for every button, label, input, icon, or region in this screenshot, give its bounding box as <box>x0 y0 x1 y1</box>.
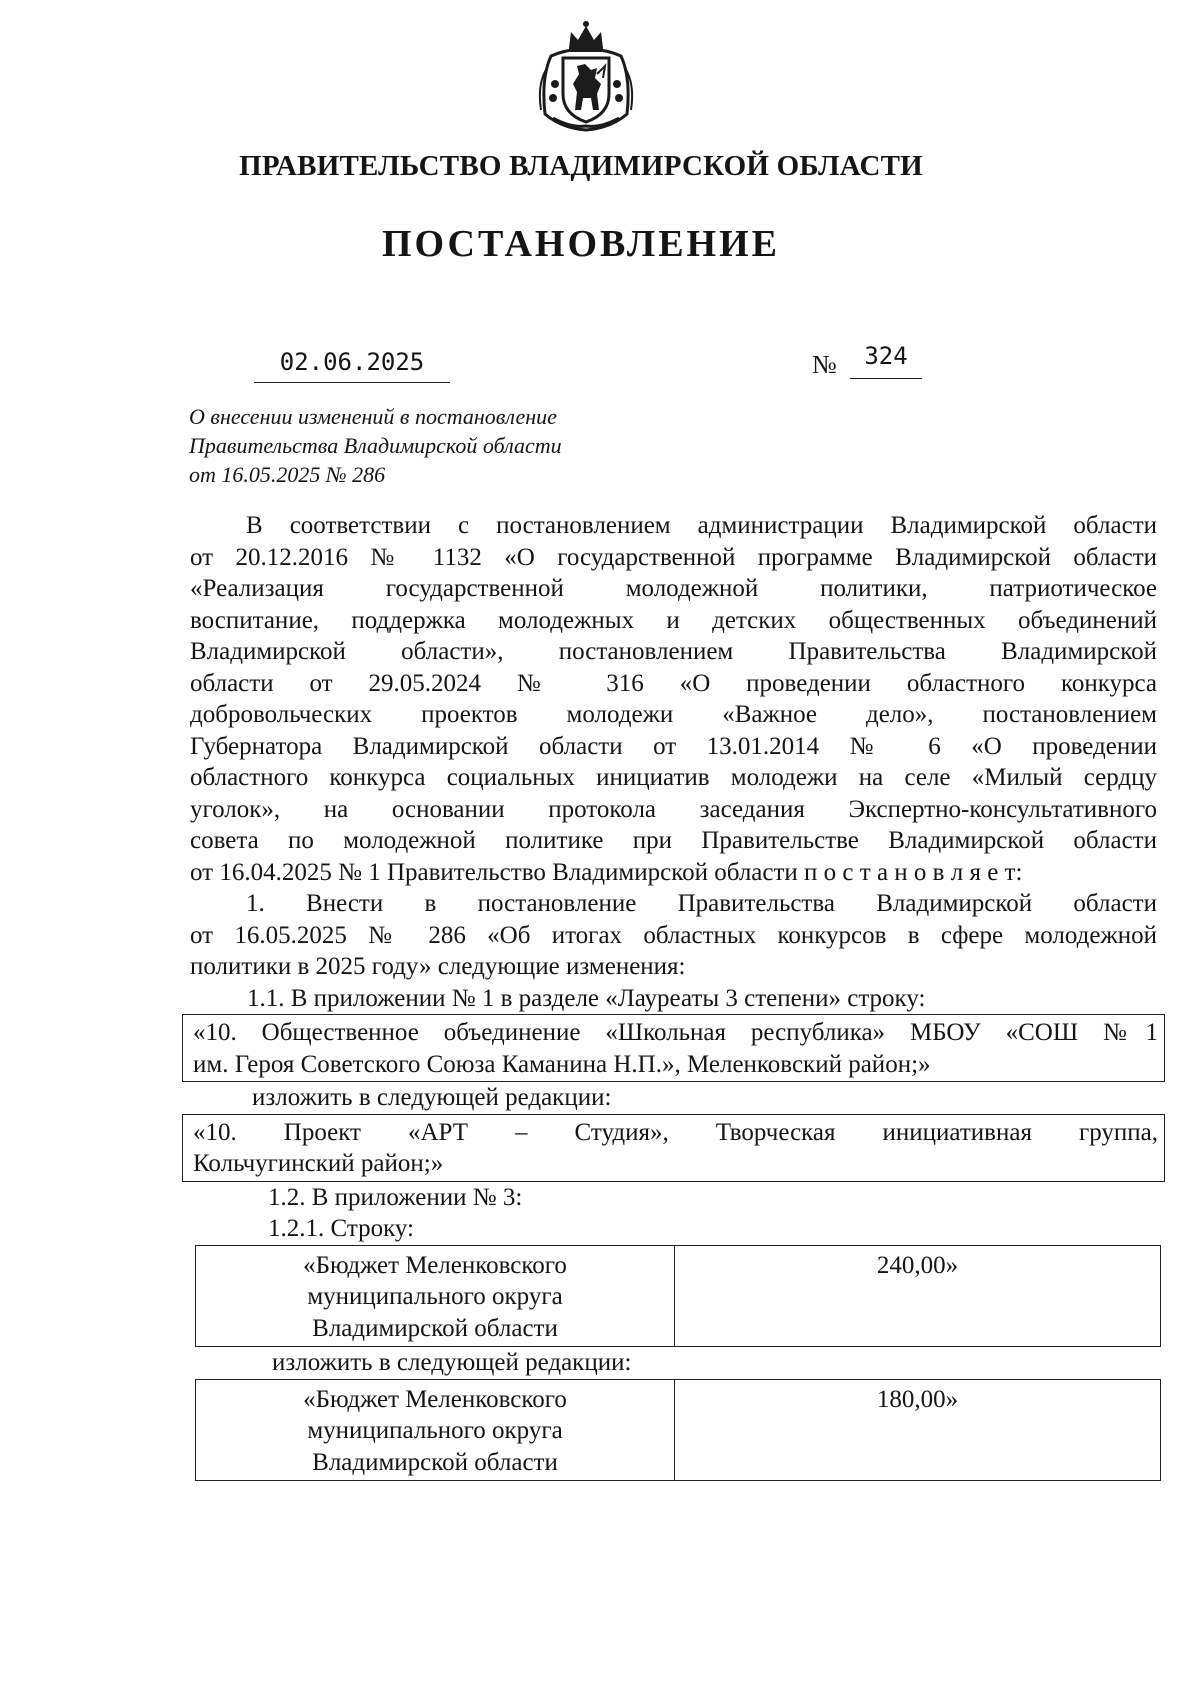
preamble-line: совета по молодежной политике при Правительстве Владимирской области <box>190 827 1157 854</box>
budget-name-cell <box>196 1379 675 1481</box>
old-budget-table <box>195 1245 1161 1348</box>
new-laureate-line: Кольчугинский район;» <box>193 1150 444 1177</box>
preamble-line: уголок», на основании протокола заседания Экспертно-консультативного <box>190 795 1157 823</box>
budget-name-line: муниципального округа <box>307 1283 563 1310</box>
decree-subject <box>189 402 562 489</box>
preamble-line: воспитание, поддержка молодежных и детских общественных объединений <box>190 606 1157 634</box>
preamble-line: добровольческих проектов молодежи «Важное дело», постановлением <box>190 701 1157 728</box>
edit-label: изложить в следующей редакции: <box>252 1084 612 1111</box>
preamble-line: «Реализация государственной молодежной политики, патриотическое <box>190 575 1157 602</box>
item-1-2-intro: 1.2. В приложении № 3: <box>268 1183 523 1211</box>
item-1-line: политики в 2025 году» следующие изменения: <box>190 953 686 980</box>
decree-date: 02.06.2025 <box>254 348 450 383</box>
item-1-2-1-intro: 1.2.1. Строку: <box>268 1215 414 1242</box>
old-laureate-box <box>182 1014 1165 1082</box>
coat-of-arms-icon <box>531 18 641 134</box>
budget-name-line: муниципального округа <box>307 1417 563 1444</box>
preamble-line: области от 29.05.2024 № 316 «О проведении областного конкурса <box>190 669 1157 697</box>
preamble <box>190 510 1157 888</box>
edit-label: изложить в следующей редакции: <box>272 1349 632 1376</box>
item-1 <box>190 888 1157 983</box>
budget-name-line: «Бюджет Меленковского <box>303 1251 567 1279</box>
new-budget-table <box>195 1379 1161 1482</box>
preamble-line: Губернатора Владимирской области от 13.01.2014 № 6 «О проведении <box>190 732 1157 760</box>
preamble-line: от 20.12.2016 № 1132 «О государственной программе Владимирской области <box>190 543 1157 571</box>
government-name: ПРАВИТЕЛЬСТВО ВЛАДИМИРСКОЙ ОБЛАСТИ <box>239 150 923 182</box>
document-type: ПОСТАНОВЛЕНИЕ <box>381 223 781 265</box>
item-1-1-intro: 1.1. В приложении № 1 в разделе «Лауреаты 3 степени» строку: <box>247 984 926 1012</box>
budget-name-line: Владимирской области <box>312 1314 558 1342</box>
new-laureate-line: «10. Проект «АРТ – Студия», Творческая инициативная группа, <box>193 1118 1158 1146</box>
number-sign: № <box>812 350 837 379</box>
subject-line: от 16.05.2025 № 286 <box>189 462 386 487</box>
subject-line: О внесении изменений в постановление <box>189 404 557 429</box>
old-laureate-line: им. Героя Советского Союза Каманина Н.П.», Меленковский район;» <box>193 1050 931 1078</box>
budget-name-cell <box>196 1245 675 1347</box>
table-row <box>196 1379 1161 1481</box>
budget-value-cell: 240,00» <box>675 1245 1161 1347</box>
decree-body <box>190 510 1157 1481</box>
item-1-line: 1. Внести в постановление Правительства Владимирской области <box>246 890 1157 917</box>
preamble-line: В соответствии с постановлением администрации Владимирской области <box>246 512 1157 539</box>
preamble-line: областного конкурса социальных инициатив молодежи на селе «Милый сердцу <box>190 764 1157 791</box>
budget-name-line: Владимирской области <box>312 1448 558 1476</box>
table-row <box>196 1245 1161 1347</box>
subject-line: Правительства Владимирской области <box>189 433 562 458</box>
new-laureate-box <box>182 1114 1165 1182</box>
preamble-line: Владимирской области», постановлением Правительства Владимирской <box>190 638 1157 665</box>
decree-number: 324 <box>850 342 922 379</box>
budget-name-line: «Бюджет Меленковского <box>303 1385 567 1413</box>
budget-value-cell: 180,00» <box>675 1379 1161 1481</box>
item-1-line: от 16.05.2025 № 286 «Об итогах областных конкурсов в сфере молодежной <box>190 921 1157 949</box>
preamble-line: от 16.04.2025 № 1 Правительство Владимирской области п о с т а н о в л я е т: <box>190 858 1023 886</box>
old-laureate-line: «10. Общественное объединение «Школьная республика» МБОУ «СОШ №1 <box>193 1019 1158 1046</box>
